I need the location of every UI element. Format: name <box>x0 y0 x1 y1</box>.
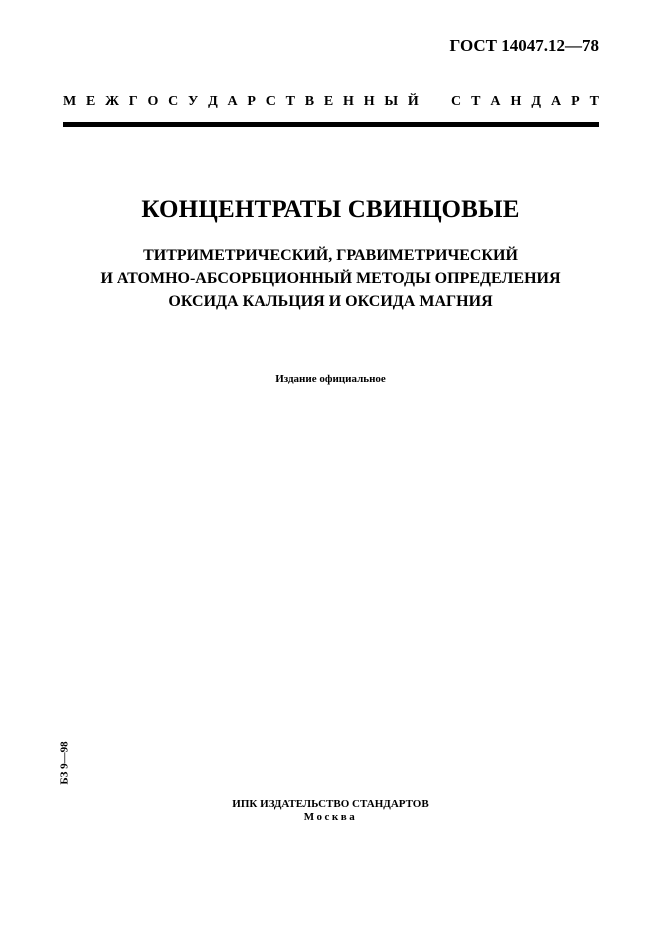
heading-rule <box>63 122 599 127</box>
publisher-block <box>0 798 661 824</box>
heading-letter: М <box>63 94 77 109</box>
heading-letter: Е <box>86 94 96 109</box>
heading-letter: В <box>304 94 315 109</box>
heading-letter: Д <box>531 94 541 109</box>
heading-letter: Р <box>247 94 256 109</box>
interstate-standard-heading <box>63 94 599 110</box>
side-code <box>58 738 72 788</box>
heading-letter: А <box>550 94 562 109</box>
side-code-text: БЗ 9—98 <box>59 741 71 785</box>
heading-letter: Д <box>208 94 218 109</box>
heading-letter: У <box>188 94 199 109</box>
heading-letter: Н <box>510 94 522 109</box>
heading-letter: Р <box>571 94 580 109</box>
publisher-name: ИПК ИЗДАТЕЛЬСТВО СТАНДАРТОВ <box>232 798 429 810</box>
standard-word <box>451 94 599 110</box>
heading-letter: Т <box>589 94 599 109</box>
heading-letter: Й <box>407 94 419 109</box>
document-title: КОНЦЕНТРАТЫ СВИНЦОВЫЕ <box>141 196 520 223</box>
heading-letter: С <box>265 94 276 109</box>
heading-letter: О <box>147 94 159 109</box>
subtitle-line: И АТОМНО-АБСОРБЦИОННЫЙ МЕТОДЫ ОПРЕДЕЛЕНИЯ <box>100 270 561 287</box>
heading-letter: С <box>168 94 179 109</box>
subtitle-line: ОКСИДА КАЛЬЦИЯ И ОКСИДА МАГНИЯ <box>168 293 493 310</box>
official-edition-label: Издание официальное <box>275 373 386 385</box>
heading-letter: Е <box>323 94 334 109</box>
interstate-word <box>63 94 419 110</box>
heading-letter: А <box>227 94 238 109</box>
heading-letter: Т <box>471 94 481 109</box>
publisher-city: Москва <box>303 811 358 823</box>
heading-letter: С <box>451 94 462 109</box>
document-subtitle <box>0 244 661 313</box>
heading-letter: Ж <box>105 94 119 109</box>
heading-letter: Т <box>285 94 296 109</box>
gost-number: ГОСТ 14047.12—78 <box>449 36 599 55</box>
subtitle-line: ТИТРИМЕТРИЧЕСКИЙ, ГРАВИМЕТРИЧЕСКИЙ <box>143 247 518 264</box>
heading-letter: Ы <box>384 94 399 109</box>
heading-letter: А <box>490 94 501 109</box>
heading-letter: Г <box>128 94 138 109</box>
heading-letter: Н <box>343 94 354 109</box>
heading-letter: Н <box>363 94 375 109</box>
